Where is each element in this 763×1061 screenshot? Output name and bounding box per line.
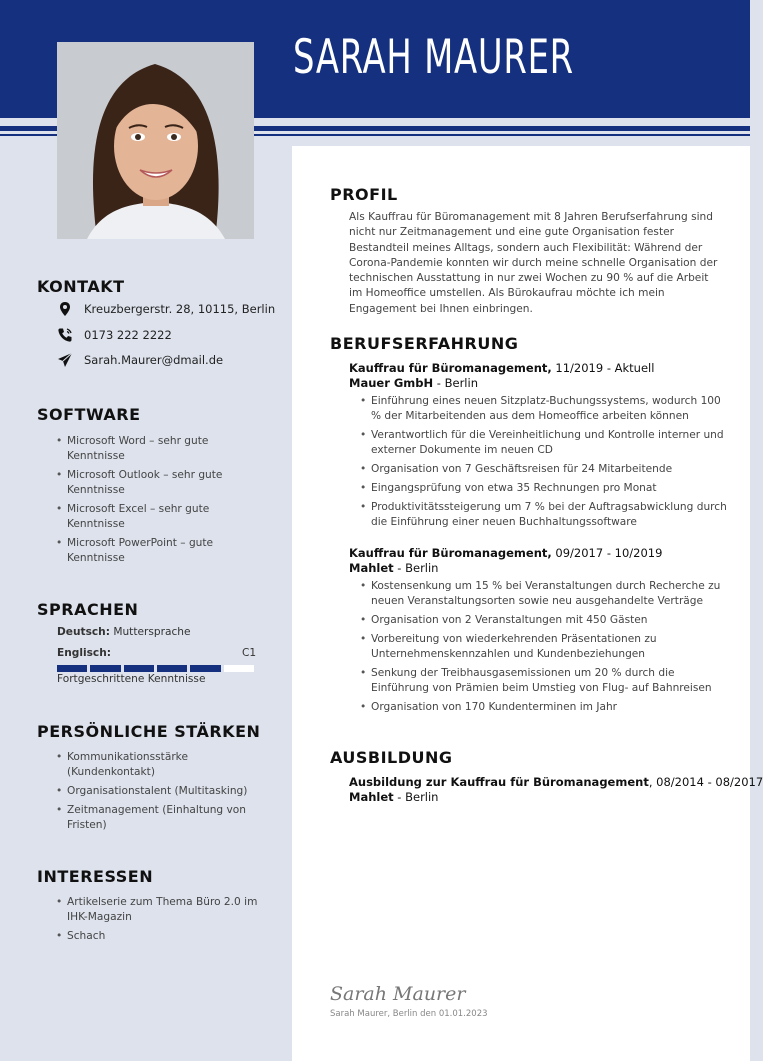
signature: Sarah Maurer bbox=[330, 983, 466, 1005]
staerken-list bbox=[55, 750, 267, 837]
profile-photo bbox=[57, 42, 254, 239]
job-location: - Berlin bbox=[393, 561, 439, 575]
job-period: 11/2019 - Aktuell bbox=[555, 361, 655, 375]
list-item: • Schach bbox=[67, 929, 267, 944]
job-company: Mahlet bbox=[349, 561, 394, 575]
job-title: Kauffrau für Büromanagement, bbox=[349, 546, 552, 560]
lang-bar-segment bbox=[224, 665, 254, 672]
contact-phone-text: 0173 222 2222 bbox=[84, 328, 172, 342]
sprachen-heading: SPRACHEN bbox=[37, 600, 139, 619]
ausbildung-heading: AUSBILDUNG bbox=[330, 748, 453, 767]
software-heading: SOFTWARE bbox=[37, 405, 141, 424]
ausbildung-title-line bbox=[349, 775, 763, 789]
job-company-line bbox=[349, 561, 438, 575]
list-item: • Vorbereitung von wiederkehrenden Präsentationen zu Unternehmenskennzahlen und Kundenbeziehungen bbox=[371, 632, 731, 662]
lang-bar-segment bbox=[57, 665, 87, 672]
profil-text: Als Kauffrau für Büromanagement mit 8 Jahren Berufserfahrung sind nicht nur Zeitmanagement und eine gute Organisation fester Bestandteil meines Alltags, sondern auch Flexibilität: Während der Corona-Pandemie konnten wir durch meine schnelle Organisation der technischen Ausstattung in nur zwei Wochen zu 90 % auf die Arbeit im Homeoffice umstellen. Als Bürokaufrau möchte ich mein Engagement bei Ihnen einbringen. bbox=[349, 211, 718, 315]
job-title-line bbox=[349, 361, 654, 375]
contact-phone bbox=[57, 327, 172, 343]
send-icon bbox=[57, 352, 73, 368]
lang-englisch-label: Englisch: bbox=[57, 647, 111, 659]
list-item: • Organisation von 2 Veranstaltungen mit 450 Gästen bbox=[371, 613, 731, 628]
lang-bar-segment bbox=[90, 665, 120, 672]
lang-englisch-level: Fortgeschrittene Kenntnisse bbox=[57, 673, 206, 685]
ausbildung-school-line bbox=[349, 790, 438, 804]
list-item: • Kostensenkung um 15 % bei Veranstaltungen durch Recherche zu neuen Veranstaltungsorten sowie neu ausgehandelte Verträge bbox=[371, 579, 731, 609]
job-title: Kauffrau für Büromanagement, bbox=[349, 361, 552, 375]
lang-englisch-bar bbox=[57, 665, 254, 672]
kontakt-heading: KONTAKT bbox=[37, 277, 125, 296]
list-item: • Verantwortlich für die Vereinheitlichung und Kontrolle interner und externer Dokumente im neuen CD bbox=[371, 428, 731, 458]
lang-deutsch-level: Muttersprache bbox=[113, 626, 191, 638]
lang-deutsch-label: Deutsch: bbox=[57, 626, 110, 638]
list-item: • Artikelserie zum Thema Büro 2.0 im IHK-Magazin bbox=[67, 895, 267, 925]
job-company-line bbox=[349, 376, 478, 390]
signature-caption: Sarah Maurer, Berlin den 01.01.2023 bbox=[330, 1009, 488, 1019]
contact-email bbox=[57, 352, 223, 368]
lang-bar-segment bbox=[124, 665, 154, 672]
list-item: • Microsoft Outlook – sehr gute Kenntnisse bbox=[67, 468, 267, 498]
job-bullets bbox=[359, 579, 731, 719]
list-item: • Kommunikationsstärke (Kundenkontakt) bbox=[67, 750, 267, 780]
list-item: • Organisation von 7 Geschäftsreisen für 24 Mitarbeitende bbox=[371, 462, 731, 477]
ausbildung-degree: Ausbildung zur Kauffrau für Büromanagement bbox=[349, 775, 649, 789]
erfahrung-heading: BERUFSERFAHRUNG bbox=[330, 334, 519, 353]
profil-heading: PROFIL bbox=[330, 185, 398, 204]
interessen-heading: INTERESSEN bbox=[37, 867, 154, 886]
lang-bar-segment bbox=[157, 665, 187, 672]
list-item: • Microsoft Word – sehr gute Kenntnisse bbox=[67, 434, 267, 464]
contact-email-text[interactable]: Sarah.Maurer@dmail.de bbox=[84, 353, 224, 367]
list-item: • Zeitmanagement (Einhaltung von Fristen) bbox=[67, 803, 267, 833]
job-location: - Berlin bbox=[433, 376, 478, 390]
list-item: • Produktivitätssteigerung um 7 % bei der Auftragsabwicklung durch die Einführung einer neuen Buchhaltungssoftware bbox=[371, 500, 731, 530]
list-item: • Microsoft Excel – sehr gute Kenntnisse bbox=[67, 502, 267, 532]
list-item: • Organisation von 170 Kundenterminen im Jahr bbox=[371, 700, 731, 715]
job-bullets bbox=[359, 394, 731, 534]
contact-address-text: Kreuzbergerstr. 28, 10115, Berlin bbox=[84, 302, 276, 316]
ausbildung-location: - Berlin bbox=[393, 790, 439, 804]
lang-bar-segment bbox=[190, 665, 220, 672]
job-title-line bbox=[349, 546, 662, 560]
list-item: • Eingangsprüfung von etwa 35 Rechnungen pro Monat bbox=[371, 481, 731, 496]
software-list bbox=[55, 434, 267, 570]
ausbildung-school: Mahlet bbox=[349, 790, 394, 804]
interessen-list bbox=[55, 895, 267, 948]
lang-englisch-code: C1 bbox=[242, 647, 257, 659]
list-item: • Senkung der Treibhausgasemissionen um 20 % durch die Einführung von Prämien beim Umstieg von Flug- auf Bahnreisen bbox=[371, 666, 731, 696]
lang-deutsch bbox=[57, 626, 191, 638]
contact-address bbox=[57, 301, 275, 317]
phone-icon bbox=[57, 327, 73, 343]
list-item: • Organisationstalent (Multitasking) bbox=[67, 784, 267, 799]
list-item: • Einführung eines neuen Sitzplatz-Buchungssystems, wodurch 100 % der Mitarbeitenden aus dem Homeoffice arbeiten können bbox=[371, 394, 731, 424]
list-item: • Microsoft PowerPoint – gute Kenntnisse bbox=[67, 536, 267, 566]
job-period: 09/2017 - 10/2019 bbox=[555, 546, 663, 560]
staerken-heading: PERSÖNLICHE STÄRKEN bbox=[37, 722, 261, 741]
ausbildung-period: , 08/2014 - 08/2017 bbox=[648, 775, 763, 789]
candidate-name: SARAH MAURER bbox=[293, 30, 574, 85]
location-pin-icon bbox=[57, 301, 73, 317]
job-company: Mauer GmbH bbox=[349, 376, 434, 390]
